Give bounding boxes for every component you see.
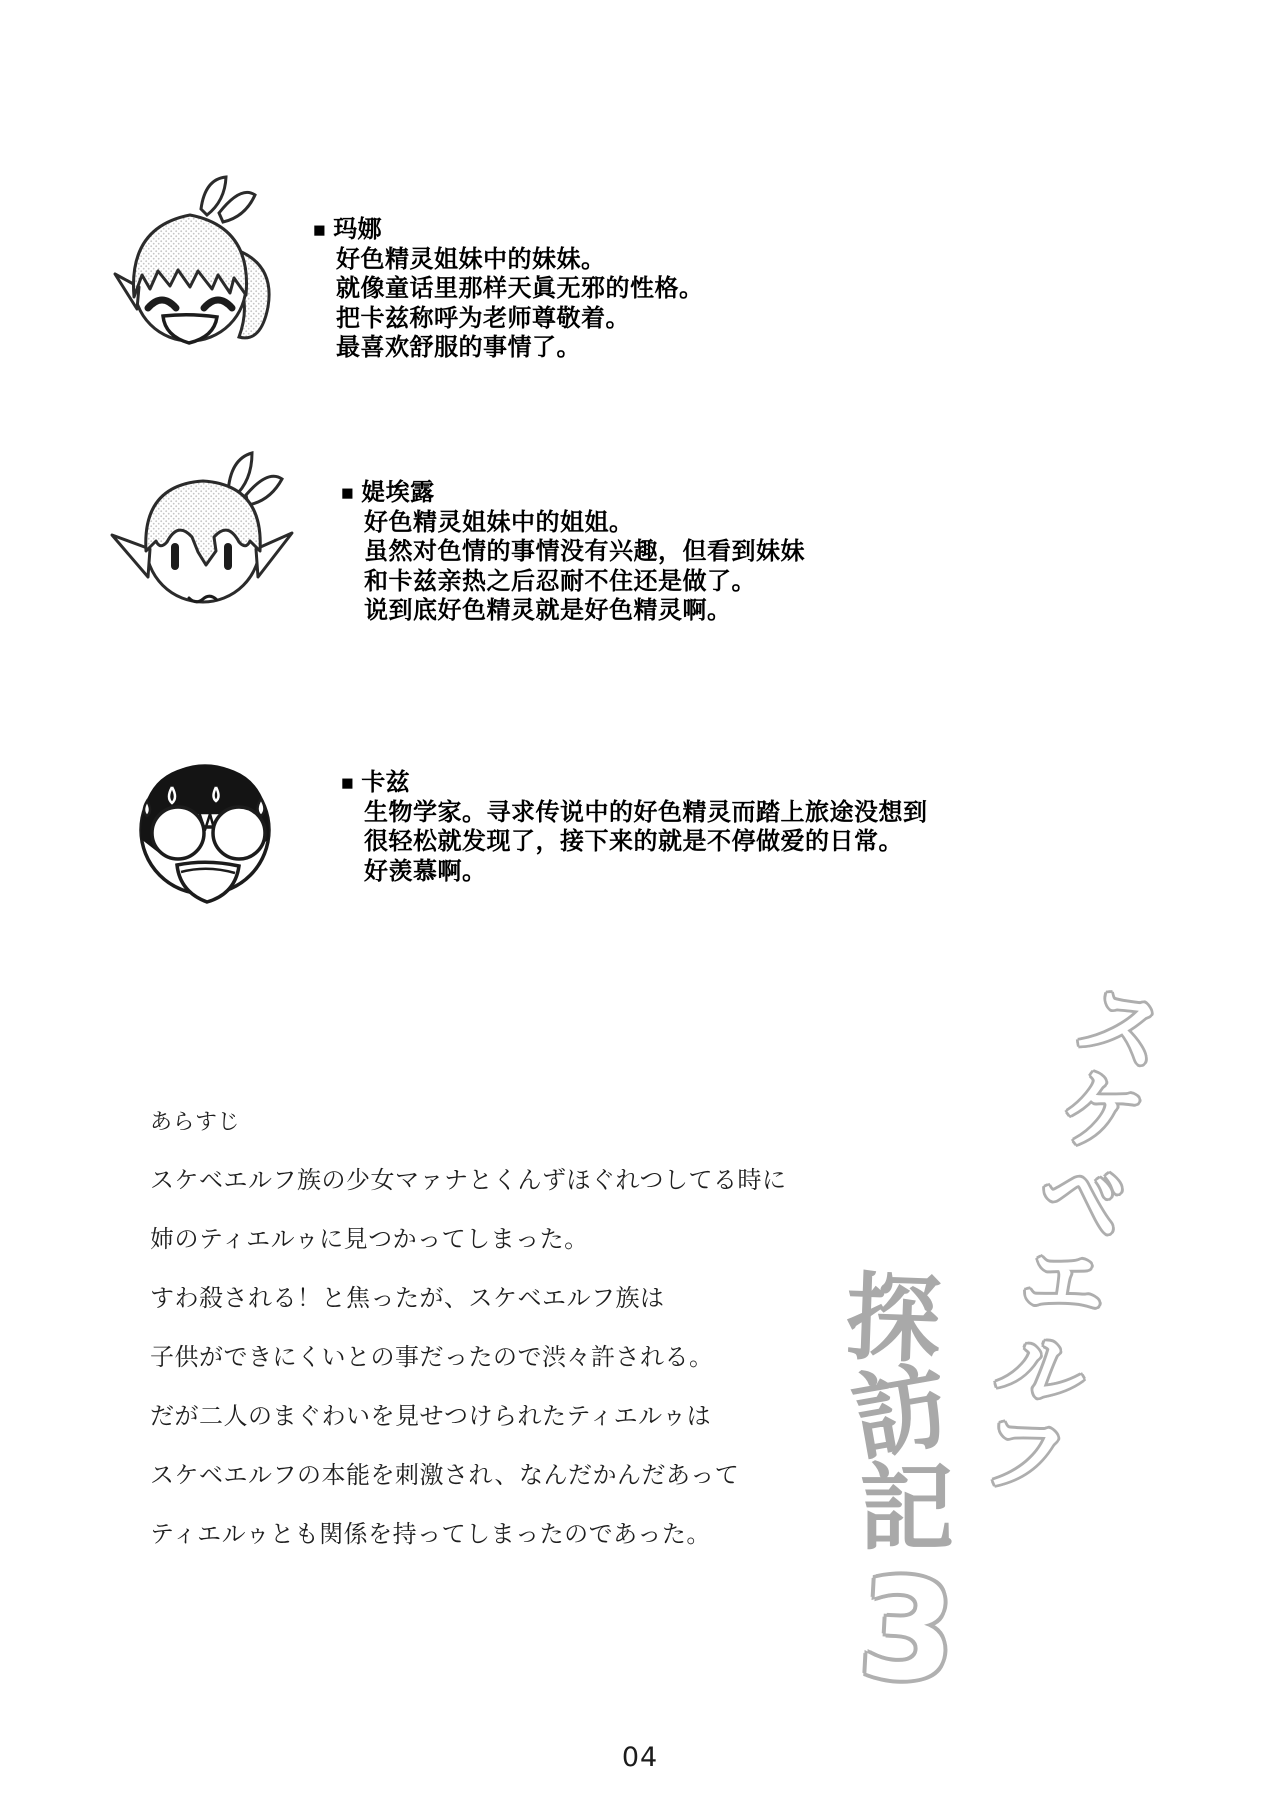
synopsis-section	[150, 1108, 787, 1580]
description-line: 好羡慕啊。	[364, 858, 487, 885]
description-line: 最喜欢舒服的事情了。	[336, 335, 581, 361]
description-line: 很轻松就发现了，接下来的就是不停做爱的日常。	[364, 829, 903, 855]
mana-face-illustration	[95, 175, 275, 350]
character-name-row	[341, 479, 805, 509]
synopsis-line: ティエルゥとも関係を持ってしまったのであった。	[150, 1521, 711, 1548]
description-line: 好色精灵姐妹中的姐姐。	[364, 509, 634, 536]
synopsis-line: 子供ができにくいとの事だったので渋々許される。	[150, 1344, 714, 1371]
sweat-drop	[258, 799, 265, 816]
description-line: 好色精灵姐妹中的妹妹。	[336, 246, 606, 273]
page-number: 04	[621, 1742, 659, 1773]
description-line: 说到底好色精灵就是好色精灵啊。	[364, 598, 732, 624]
logo-volume-number: 3	[855, 1547, 960, 1714]
glasses-lens	[152, 807, 204, 859]
bar-eye	[224, 543, 232, 570]
kazu-face-illustration	[115, 743, 285, 908]
description-line: 把卡兹称呼为老师尊敬着。	[336, 305, 630, 332]
character-description	[364, 509, 805, 627]
character-name-row	[313, 216, 704, 246]
sweat-drop	[144, 801, 150, 816]
square-bullet-icon: ■	[313, 218, 327, 242]
leaf-accessory	[219, 192, 255, 222]
leaf-accessory	[246, 476, 282, 505]
tieru-face-illustration	[100, 445, 300, 630]
character-description	[336, 246, 704, 364]
synopsis-line: 姉のティエルゥに見つかってしまった。	[150, 1226, 589, 1253]
character-name: 玛娜	[333, 217, 383, 243]
synopsis-line: だが二人のまぐわいを見せつけられたティエルゥは	[150, 1403, 712, 1430]
logo-title-sub: 探訪記	[828, 1266, 955, 1553]
description-line: 虽然对色情的事情没有兴趣，但看到妹妹	[364, 539, 805, 565]
character-name: 媞埃露	[361, 480, 435, 506]
synopsis-line: スケベエルフの本能を刺激され、なんだかんだあって	[150, 1462, 740, 1489]
description-line: 和卡兹亲热之后忍耐不住还是做了。	[364, 568, 756, 595]
square-bullet-icon: ■	[341, 771, 355, 795]
character-name: 卡兹	[361, 770, 411, 796]
logo-title-main: スケベエルフ	[959, 964, 1180, 1504]
character-profile-tieru	[341, 479, 805, 627]
description-line: 生物学家。寻求传说中的好色精灵而踏上旅途没想到	[364, 799, 928, 826]
square-bullet-icon: ■	[341, 481, 355, 505]
synopsis-heading: あらすじ	[150, 1109, 241, 1134]
character-name-row	[341, 769, 928, 799]
description-line: 就像童话里那样天眞无邪的性格。	[336, 276, 704, 302]
synopsis-line: すわ殺される！と焦ったが、スケベエルフ族は	[150, 1285, 665, 1312]
title-logo	[828, 964, 1188, 1740]
glasses-lens	[213, 807, 265, 859]
logo-left-column	[828, 1265, 960, 1714]
bar-eye	[171, 543, 179, 570]
character-description	[364, 799, 928, 888]
character-profile-mana	[313, 216, 704, 364]
character-profile-kazu	[341, 769, 928, 887]
synopsis-line: スケベエルフ族の少女マァナとくんずほぐれつしてる時に	[150, 1167, 787, 1194]
hair	[133, 215, 246, 297]
